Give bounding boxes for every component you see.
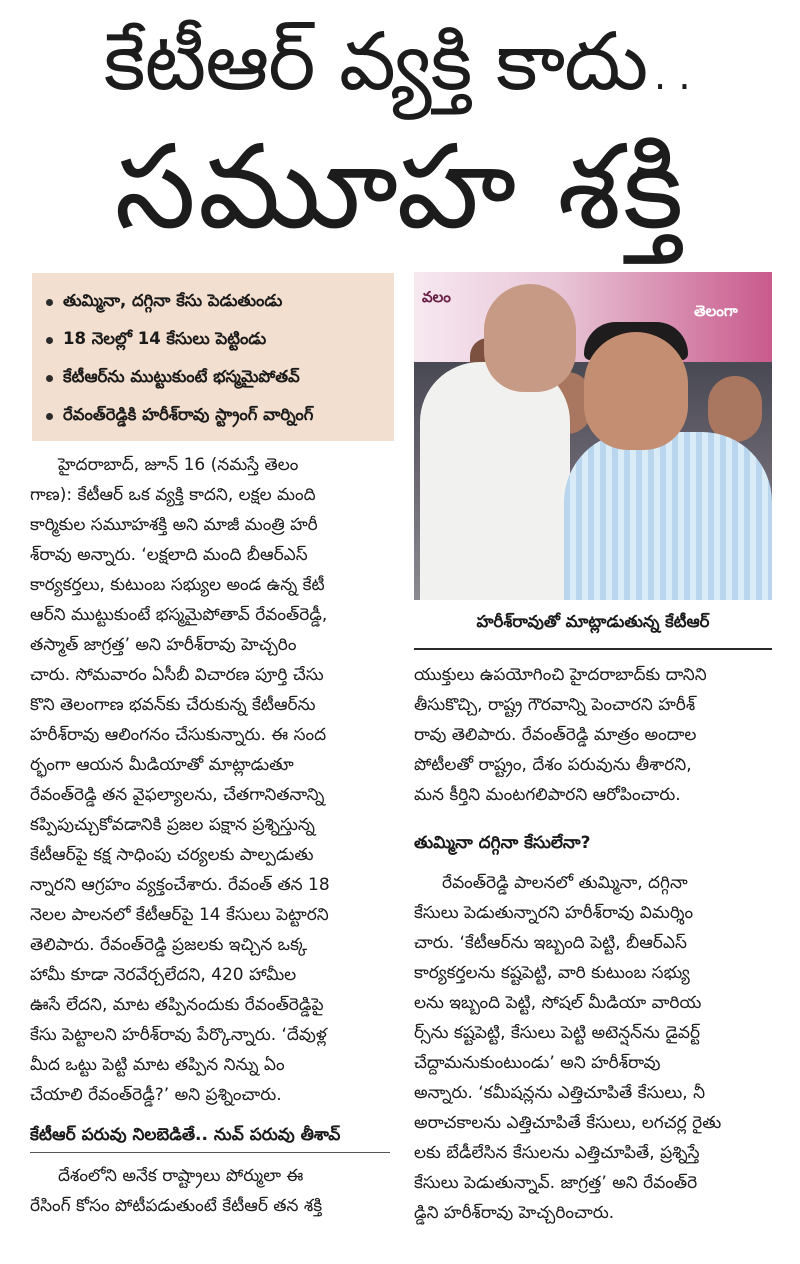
body-line: నెలల పాలనలో కేటీఆర్‌పై 14 కేసులు పెట్టారని <box>30 905 329 925</box>
body-line: మన కీర్తిని మంటగలిపారని ఆరోపించారు. <box>414 785 681 805</box>
right-column <box>414 660 774 1228</box>
right-body-text <box>414 868 774 1228</box>
person-right-head <box>584 332 688 450</box>
person-left <box>420 362 570 600</box>
body-line: ర్స్‌ను కష్టపెట్టి, కేసులు పెట్టి అటెన్షన్‌ను డైవర్ట్ <box>414 1023 701 1043</box>
bullet-icon <box>46 299 53 306</box>
body-line: గాణ): కేటీఆర్ ఒక వ్యక్తి కాదని, లక్షల మంది <box>30 485 316 505</box>
left-column <box>30 450 398 1221</box>
body-line: మీద ఒట్టు పెట్టి మాట తప్పిన నిన్ను ఏం <box>30 1055 285 1075</box>
body-line: కేటీఆర్‌పై కక్ష సాధింపు చర్యలకు పాల్పడుతు <box>30 845 314 865</box>
body-line: కేసులు పెడుతున్నారని హరీశ్‌రావు విమర్శిం <box>414 903 694 923</box>
bullet-icon <box>46 375 53 382</box>
body-line: ఆర్‌ని ముట్టుకుంటే భస్మమైపోతావ్ రేవంత్‌రెడ్డీ, <box>30 605 328 625</box>
highlight-text: రేవంత్‌రెడ్డికి హరీశ్‌రావు స్ట్రాంగ్ వార్నింగ్ <box>63 404 314 424</box>
highlight-text: 18 నెలల్లో 14 కేసులు పెట్టిండు <box>63 328 267 348</box>
body-line: రేవంత్‌రెడ్డి తన వైఫల్యాలను, చేతగానితనాన్ని <box>30 785 325 805</box>
body-line: కప్పిపుచ్చుకోవడానికి ప్రజల పక్షాన ప్రశ్నిస్తున్న <box>30 815 315 835</box>
left-tail-text <box>30 1161 398 1221</box>
highlight-item <box>46 359 386 397</box>
body-line: డ్డిని హరీశ్‌రావు హెచ్చరించారు. <box>414 1203 615 1223</box>
caption-divider <box>414 648 772 650</box>
highlight-text: తుమ్మినా, దగ్గినా కేసు పెడుతుండు <box>63 290 283 310</box>
news-photo <box>414 272 772 600</box>
body-line: అన్నారు. ‘కమీషన్లను ఎత్తిచూపితే కేసులు, నీ <box>414 1083 706 1103</box>
headline-line-2: సమూహ శక్తి <box>114 120 686 255</box>
body-line: శ్‌రావు అన్నారు. ‘లక్షలాది మంది బీఆర్‌ఎస్ <box>30 545 308 565</box>
body-line: లను ఇబ్బంది పెట్టి, సోషల్ మీడియా వారియ <box>414 993 702 1013</box>
person-left-head <box>484 284 576 392</box>
body-line: రేవంత్‌రెడ్డి పాలనలో తుమ్మినా, దగ్గినా <box>442 873 688 893</box>
body-line: న్నారని ఆగ్రహం వ్యక్తంచేశారు. రేవంత్ తన 18 <box>30 875 330 895</box>
banner-text-right: తెలంగా <box>694 302 738 320</box>
body-line: అరాచకాలను ఎత్తిచూపితే కేసులు, లగచర్ల రైతు <box>414 1113 722 1133</box>
bullet-icon <box>46 337 53 344</box>
subheading-rule <box>30 1152 390 1153</box>
left-subheading: కేటీఆర్ పరువు నిలబెడితే.. నువ్ పరువు తీశావ్ <box>30 1125 341 1145</box>
body-line: కొని తెలంగాణ భవన్‌కు చేరుకున్న కేటీఆర్‌ను <box>30 695 316 715</box>
banner-text-left: వలం <box>422 288 451 306</box>
body-line: కేసులు పెడుతున్నావ్. జాగ్రత్త’ అని రేవంత్‌రె <box>414 1173 698 1193</box>
body-line: రేసింగ్ కోసం పోటీపడుతుంటే కేటీఆర్ తన శక్తి <box>30 1196 323 1216</box>
body-line: హరీశ్‌రావు ఆలింగనం చేసుకున్నారు. ఈ సంద <box>30 725 327 745</box>
left-body-text <box>30 450 398 1110</box>
person-right <box>564 432 772 600</box>
body-line: తెలిపారు. రేవంత్‌రెడ్డి ప్రజలకు ఇచ్చిన ఒక్క <box>30 935 308 955</box>
body-line: చారు. ‘కేటీఆర్‌ను ఇబ్బంది పెట్టి, బీఆర్‌ఎస్ <box>414 933 687 953</box>
right-top-text <box>414 660 774 810</box>
background-person <box>708 376 762 442</box>
body-line: చేద్దామనుకుంటుండు’ అని హరీశ్‌రావు <box>414 1053 661 1073</box>
body-line: కార్యకర్తలను కష్టపెట్టి, వారి కుటుంబ సభ్యు <box>414 963 690 983</box>
right-subheading: తుమ్మినా దగ్గినా కేసులేనా? <box>414 833 591 853</box>
bullet-icon <box>46 413 53 420</box>
body-line: కార్యకర్తలు, కుటుంబ సభ్యుల అండ ఉన్న కేటీ <box>30 575 325 595</box>
body-line: తస్మాత్ జాగ్రత్త’ అని హరీశ్‌రావు హెచ్చరిం <box>30 635 297 655</box>
photo-caption: హరీశ్‌రావుతో మాట్లాడుతున్న కేటీఆర్ <box>476 612 710 631</box>
highlights-box <box>32 273 394 441</box>
highlight-item <box>46 283 386 321</box>
body-line: రావు తెలిపారు. రేవంత్‌రెడ్డి మాత్రం అందాల <box>414 725 697 745</box>
body-line: యుక్తులు ఉపయోగించి హైదరాబాద్‌కు దానిని <box>414 665 707 685</box>
body-line: కార్మికుల సమూహశక్తి అని మాజీ మంత్రి హరీ <box>30 515 318 535</box>
highlight-item <box>46 397 386 435</box>
highlight-item <box>46 321 386 359</box>
highlight-text: కేటీఆర్‌ను ముట్టుకుంటే భస్మమైపోతవ్ <box>63 366 300 386</box>
body-line: ర్భంగా ఆయన మీడియాతో మాట్లాడుతూ <box>30 755 294 775</box>
body-line: లకు బేడీలేసిన కేసులను ఎత్తిచూపితే, ప్రశ్నిస్తే <box>414 1143 700 1163</box>
body-line: హైదరాబాద్, జూన్ 16 (నమస్తే తెలం <box>58 455 299 475</box>
body-line: హామీ కూడా నెరవేర్చలేదని, 420 హామీల <box>30 965 297 985</box>
headline-line-1: కేటీఆర్ వ్యక్తి కాదు.. <box>103 15 697 108</box>
body-line: పోటీలతో రాష్ట్రం, దేశం పరువును తీశారని, <box>414 755 692 775</box>
body-line: ఊసే లేదని, మాట తప్పినందుకు రేవంత్‌రెడ్డిపై <box>30 995 324 1015</box>
body-line: చేయాలి రేవంత్‌రెడ్డీ?’ అని ప్రశ్నించారు. <box>30 1085 282 1105</box>
body-line: దేశంలోని అనేక రాష్ట్రాలు పోర్ములా ఈ <box>58 1166 304 1186</box>
body-line: కేసు పెట్టాలని హరీశ్‌రావు పేర్కొన్నారు. ‘దేవుళ్ల <box>30 1025 327 1045</box>
body-line: చారు. సోమవారం ఏసీబీ విచారణ పూర్తి చేసు <box>30 665 324 685</box>
body-line: తీసుకొచ్చి, రాష్ట్ర గౌరవాన్ని పెంచారని హరీశ్ <box>414 695 696 715</box>
